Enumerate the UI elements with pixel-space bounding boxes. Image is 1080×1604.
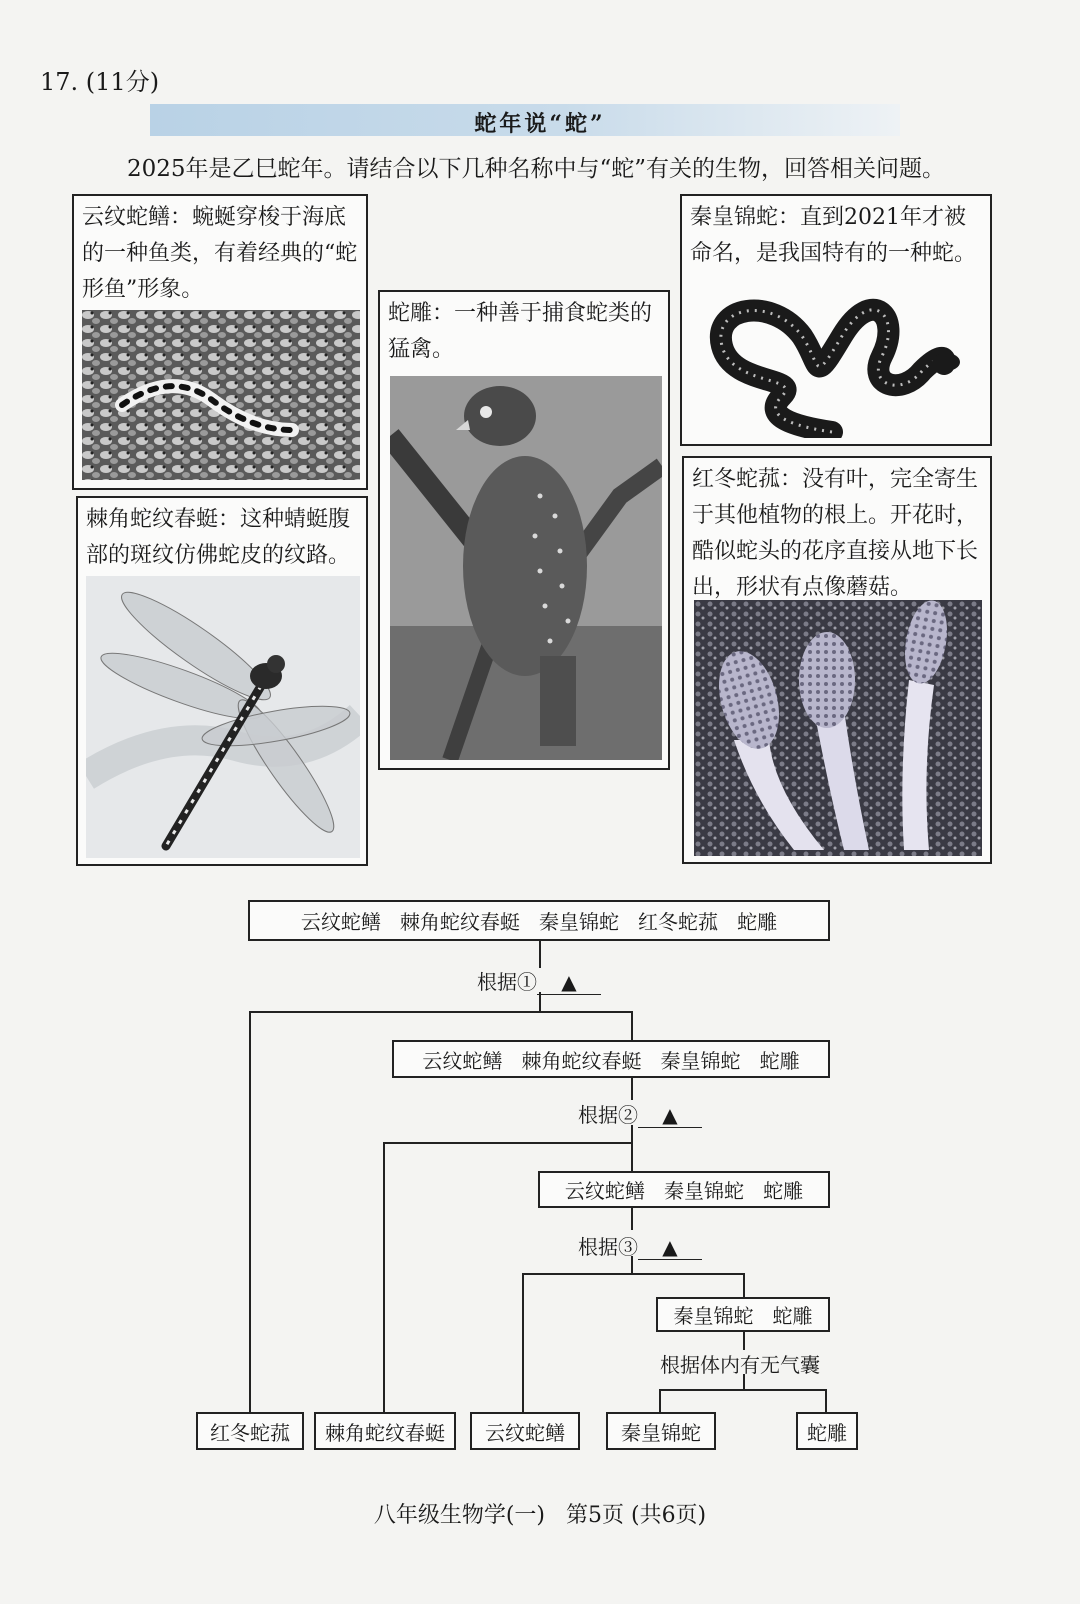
section-title: 蛇年说“蛇” xyxy=(474,111,606,137)
tree-level1-box: 云纹蛇鳝 棘角蛇纹春蜓 秦皇锦蛇 蛇雕 xyxy=(392,1040,830,1078)
card-plant-text: 红冬蛇菰：没有叶，完全寄生于其他植物的根上。开花时，酷似蛇头的花序直接从地下长出，形状有点像蘑菇。 xyxy=(692,467,979,600)
tree-root-box: 云纹蛇鳝 棘角蛇纹春蜓 秦皇锦蛇 红冬蛇菰 蛇雕 xyxy=(248,900,830,941)
tree-level3-box: 秦皇锦蛇 蛇雕 xyxy=(656,1297,830,1332)
card-dragonfly-text: 棘角蛇纹春蜓：这种蜻蜓腹部的斑纹仿佛蛇皮的纹路。 xyxy=(86,507,351,568)
leaf-red-winter-snake-mushroom: 红冬蛇菰 xyxy=(196,1412,304,1450)
criterion-4: 根据体内有无气囊 xyxy=(660,1353,820,1377)
answer-blank-2[interactable]: ▲ xyxy=(638,1103,702,1128)
leaf-dragonfly: 棘角蛇纹春蜓 xyxy=(314,1412,456,1450)
leaf-serpent-eagle: 蛇雕 xyxy=(796,1412,858,1450)
criterion-1 xyxy=(477,966,601,995)
answer-blank-1[interactable]: ▲ xyxy=(537,970,601,995)
tree-level2-box: 云纹蛇鳝 秦皇锦蛇 蛇雕 xyxy=(538,1171,830,1208)
criterion-3-label: 根据③ xyxy=(578,1235,638,1259)
card-fish-text: 云纹蛇鳝：蜿蜒穿梭于海底的一种鱼类，有着经典的“蛇形鱼”形象。 xyxy=(82,205,358,302)
card-snake-text: 秦皇锦蛇：直到2021年才被命名，是我国特有的一种蛇。 xyxy=(690,205,977,266)
criterion-1-label: 根据① xyxy=(477,970,537,994)
question-number: 17. (11分) xyxy=(40,68,160,96)
criterion-3 xyxy=(578,1231,702,1260)
intro-text: 2025年是乙巳蛇年。请结合以下几种名称中与“蛇”有关的生物，回答相关问题。 xyxy=(127,156,946,182)
criterion-2 xyxy=(578,1099,702,1128)
leaf-moray-eel: 云纹蛇鳝 xyxy=(470,1412,580,1450)
criterion-2-label: 根据② xyxy=(578,1103,638,1127)
answer-blank-3[interactable]: ▲ xyxy=(638,1235,702,1260)
card-eagle-text: 蛇雕：一种善于捕食蛇类的猛禽。 xyxy=(388,301,653,362)
leaf-qinhuang-snake: 秦皇锦蛇 xyxy=(606,1412,716,1450)
page-footer: 八年级生物学(一) 第5页 (共6页) xyxy=(373,1503,707,1528)
